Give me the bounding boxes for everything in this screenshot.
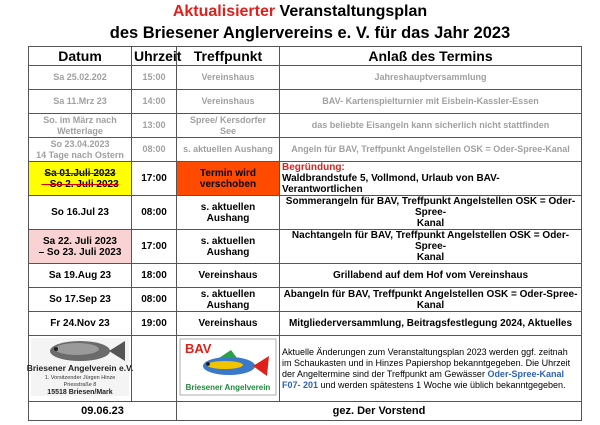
- cell-datum: [29, 162, 132, 196]
- cell-anlass-line: Waldbrandstufe 5, Vollmond, Urlaub von BAV-Verantwortlichen: [282, 173, 500, 195]
- cell-treffpunkt-line: Termin wird: [200, 167, 256, 179]
- cell-datum-line: – So 2. Juli 2023: [41, 178, 119, 190]
- bav-logo: [179, 338, 277, 396]
- header-row: [29, 47, 582, 66]
- cell-anlass: Mitgliederversammlung, Beitragsfestlegung 2024, Aktuelles: [280, 312, 582, 336]
- cell-uhrzeit: 19:00: [132, 312, 177, 336]
- cell-uhrzeit: 17:00: [132, 230, 177, 264]
- cell-datum: So 16.Jul 23: [29, 196, 132, 230]
- schedule-table: [28, 46, 582, 421]
- cell-datum-line: Sa 22. Juli 2023: [43, 235, 117, 247]
- header-anlass: Anlaß des Termins: [280, 47, 582, 66]
- club-stamp: [26, 338, 134, 396]
- table-row: [29, 312, 582, 336]
- cell-uhrzeit: 14:00: [132, 90, 177, 114]
- table-row: [29, 90, 582, 114]
- cell-datum: [29, 230, 132, 264]
- cell-anlass-line: Nachtangeln für BAV, Treffpunkt Angelstellen OSK = Oder-Spree-: [291, 230, 570, 252]
- cell-anlass: das beliebte Eisangeln kann sicherlich nicht stattfinden: [280, 114, 582, 138]
- cell-datum: Sa 19.Aug 23: [29, 264, 132, 288]
- table-row: [29, 138, 582, 162]
- info-row: [29, 336, 582, 402]
- note-text: Aktuelle Änderungen zum Veranstaltungsplan 2023 werden ggf. zeitnah im Schaukasten und in Hinzes Papiershop bekanntgegeben. Die Uhrzeit der Angeltermine sind der Treffpunkt am Gewässer: [282, 346, 571, 379]
- cell-treffpunkt: [177, 162, 280, 196]
- cell-treffpunkt: Vereinshaus: [177, 312, 280, 336]
- cell-treffpunkt: s. aktuellen Aushang: [177, 230, 280, 264]
- cell-datum-line: Wetterlage: [57, 125, 103, 136]
- stamp-line-4: 15518 Briesen/Mark: [47, 389, 113, 396]
- cell-datum: [29, 138, 132, 162]
- cell-uhrzeit: 08:00: [132, 288, 177, 312]
- header-uhrzeit: Uhrzeit: [132, 47, 177, 66]
- cell-datum-line: So. im März nach: [43, 114, 117, 125]
- cell-anlass: Abangeln für BAV, Treffpunkt Angelstellen OSK = Oder-Spree-Kanal: [280, 288, 582, 312]
- cell-treffpunkt: Vereinshaus: [177, 90, 280, 114]
- footer-signature: gez. Der Vorstend: [177, 402, 582, 421]
- cell-anlass: BAV- Kartenspielturnier mit Eisbein-Kassler-Essen: [280, 90, 582, 114]
- cell-anlass: [280, 162, 582, 196]
- cell-treffpunkt: [177, 114, 280, 138]
- cell-treffpunkt: s. aktuellen Aushang: [177, 138, 280, 162]
- title-line-1: [40, 3, 560, 21]
- title-plan-word: Veranstaltungsplan: [275, 3, 428, 20]
- cell-anlass: [280, 196, 582, 230]
- cell-treffpunkt: Vereinshaus: [177, 66, 280, 90]
- note-text-end: und werden spätestens 1 Woche wie üblich bekanntgegeben.: [318, 379, 566, 390]
- footer-row: [29, 402, 582, 421]
- cell-uhrzeit: 17:00: [132, 162, 177, 196]
- club-stamp-cell: [26, 336, 134, 402]
- cell-uhrzeit: 13:00: [132, 114, 177, 138]
- cell-datum: [29, 114, 132, 138]
- table-row: [29, 114, 582, 138]
- cell-treffpunkt-line: Spree/ Kersdorfer: [189, 114, 267, 125]
- table-row: [29, 196, 582, 230]
- cell-datum: Sa 25.02.202: [29, 66, 132, 90]
- table-row: [29, 288, 582, 312]
- cell-anlass-line: Sommerangeln für BAV, Treffpunkt Angelstellen OSK = Oder-Spree-: [285, 196, 576, 218]
- cell-anlass: Angeln für BAV, Treffpunkt Angelstellen OSK = Oder-Spree-Kanal: [280, 138, 582, 162]
- title-updated-word: Aktualisierter: [172, 3, 276, 20]
- cell-treffpunkt: s. aktuellen Aushang: [177, 196, 280, 230]
- cell-treffpunkt: s. aktuellen Aushang: [177, 288, 280, 312]
- cell-datum-line: So 23.04.2023: [50, 138, 110, 149]
- cell-datum: Fr 24.Nov 23: [29, 312, 132, 336]
- cell-uhrzeit: 15:00: [132, 66, 177, 90]
- bav-logo-cell: [177, 336, 280, 402]
- cell-anlass-line: Kanal: [416, 218, 445, 229]
- cell-datum: So 17.Sep 23: [29, 288, 132, 312]
- note-highlight: Oder-Spree-Kanal F07- 201: [282, 368, 564, 390]
- header-datum: Datum: [29, 47, 132, 66]
- cell-treffpunkt: Vereinshaus: [177, 264, 280, 288]
- logo-abbr: BAV: [185, 341, 212, 356]
- cell-uhrzeit: 08:00: [132, 138, 177, 162]
- cell-datum-line: – So 23. Juli 2023: [38, 246, 122, 258]
- title-line-2: des Briesener Anglervereins e. V. für das Jahr 2023: [109, 24, 511, 42]
- cell-anlass-line: Kanal: [416, 252, 445, 263]
- table-row: [29, 230, 582, 264]
- cell-anlass: Grillabend auf dem Hof vom Vereinshaus: [280, 264, 582, 288]
- stamp-line-3: Priesstraße 8: [63, 382, 97, 388]
- stamp-line-2: 1. Vorsitzender Jürgen Hinze: [44, 375, 116, 381]
- empty-cell: [132, 336, 177, 402]
- logo-caption: Briesener Angelverein: [185, 383, 271, 392]
- cell-anlass-line: Begründung:: [282, 162, 345, 173]
- cell-treffpunkt-line: verschoben: [199, 178, 257, 190]
- cell-datum-line: 14 Tage nach Ostern: [36, 149, 124, 160]
- change-note: [280, 336, 582, 402]
- cell-uhrzeit: 08:00: [132, 196, 177, 230]
- table-row: [29, 264, 582, 288]
- table-row-postponed: [29, 162, 582, 196]
- header-treffpunkt: Treffpunkt: [177, 47, 280, 66]
- stamp-name: Briesener Angelverein e.V.: [26, 363, 134, 373]
- cell-uhrzeit: 18:00: [132, 264, 177, 288]
- cell-anlass: [280, 230, 582, 264]
- cell-datum: Sa 11.Mrz 23: [29, 90, 132, 114]
- cell-datum-line: Sa 01.Juli 2023: [44, 167, 116, 179]
- footer-date: 09.06.23: [29, 402, 177, 421]
- table-row: [29, 66, 582, 90]
- cell-treffpunkt-line: See: [219, 125, 236, 136]
- cell-anlass: Jahreshauptversammlung: [280, 66, 582, 90]
